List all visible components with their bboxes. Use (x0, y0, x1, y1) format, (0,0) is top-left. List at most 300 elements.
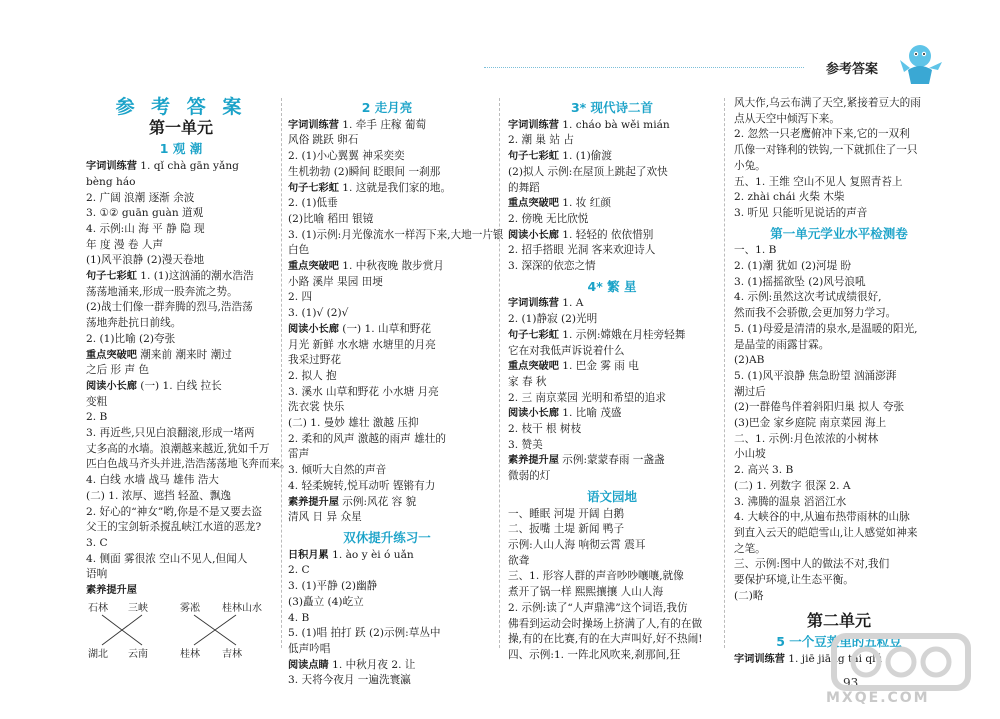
answer-text: 低声吟唱 (288, 642, 331, 655)
answer-line (734, 190, 944, 206)
match-top-item: 石林 (88, 602, 108, 614)
answer-text: 3. 溪水 山草和野花 小水塘 月亮 (288, 385, 439, 398)
question-label: 素养提升屋 (508, 455, 559, 467)
answer-line (734, 479, 944, 495)
answer-text: 1. 示例:嫦娥在月桂旁轻舞 (558, 328, 686, 341)
answer-line (734, 447, 944, 463)
answer-text: 3. (1)平静 (2)幽静 (288, 580, 378, 593)
answer-line (508, 118, 716, 134)
answer-line (288, 510, 486, 526)
answer-line (86, 300, 276, 316)
answer-line (508, 507, 716, 523)
answer-text: 小山坡 (734, 448, 766, 461)
answer-text: 3. 倾听大自然的声音 (288, 464, 387, 477)
answer-line (288, 563, 486, 579)
answer-text: 2. 枝干 根 树枝 (508, 423, 582, 436)
answer-text: 3. (1)示例:月光像流水一样泻下来,大地一片银 (288, 228, 504, 241)
answer-text: 2. (1)低垂 (288, 197, 338, 210)
answer-line (86, 567, 276, 583)
answer-line (86, 520, 276, 536)
answer-line (734, 557, 944, 573)
column-3 (508, 96, 716, 661)
answer-text: 2. 柔和的风声 激越的雨声 雄壮的 (288, 432, 446, 445)
answer-lines (508, 296, 716, 484)
answer-text: 2. 高兴 3. B (734, 464, 794, 477)
question-label: 重点突破吧 (508, 361, 559, 373)
answer-line (86, 536, 276, 552)
answer-text: 3. 赞美 (508, 438, 543, 451)
column-2 (288, 96, 504, 687)
answer-line (86, 222, 276, 238)
answer-text: 3. 听见 只能听见说话的声音 (734, 206, 868, 219)
answer-text: 三、示例:图中人的做法不对,我们 (734, 558, 890, 571)
column-1 (86, 96, 291, 660)
answer-text: 1. 这就是我们家的地。 (338, 181, 452, 194)
answer-lines (288, 118, 504, 526)
answer-text: 2. C (288, 564, 310, 577)
section-title: 双休提升练习一 (343, 529, 431, 545)
section-title: 4* 繁 星 (587, 278, 637, 294)
answer-lines (86, 159, 291, 599)
answer-line (86, 489, 276, 505)
question-label: 字词训练营 (86, 161, 137, 173)
answer-text: (2)战士们像一群奔腾的烈马,浩浩荡 (86, 301, 253, 314)
answer-text: 4. 示例:山 海 平 静 隐 现 (86, 222, 205, 235)
answer-lines (508, 507, 716, 664)
answer-line (86, 473, 276, 489)
answer-line (86, 159, 276, 175)
answer-text: 荡荡地涌来,形成一股奔流之势。 (86, 285, 238, 298)
answer-text: 1. ào y èi ó uǎn (328, 548, 414, 561)
answer-text: (3)矗立 (4)屹立 (288, 595, 364, 608)
question-label: 阅读小长廊 (508, 408, 559, 420)
answer-text: 是晶莹的雨露甘霖。 (734, 338, 830, 351)
answer-text: 煮开了锅一样 熙熙攘攘 人山人海 (508, 586, 664, 599)
match-top-item: 雾凇 (180, 602, 200, 614)
answer-line (86, 238, 276, 254)
answer-line (86, 175, 276, 191)
answer-line (288, 400, 486, 416)
answer-text: 2. 拟人 抱 (288, 369, 337, 382)
answer-line (288, 228, 504, 244)
answer-line (734, 353, 944, 369)
section-title: 1 观 潮 (159, 141, 203, 157)
answer-text: 2. (1)静寂 (2)光明 (508, 313, 598, 326)
answer-line (508, 344, 716, 360)
answer-line (86, 410, 276, 426)
answer-text: 1. A (558, 297, 584, 310)
answer-line (86, 269, 276, 285)
answer-text: 1. 妆 红颜 (558, 197, 611, 210)
answer-line (734, 400, 944, 416)
unit-title: 第一单元 (148, 117, 213, 137)
answer-line (734, 243, 944, 259)
answer-text: 到直入云天的皑皑雪山,让人感觉如神来 (734, 526, 918, 539)
answer-line (508, 632, 716, 648)
answer-line (86, 442, 276, 458)
page-number: 93 (843, 676, 859, 690)
answer-text: 3. (1)√ (2)√ (288, 307, 349, 320)
answer-text: 2. 三 南京菜园 光明和希望的追求 (508, 391, 666, 404)
match-top-item: 桂林山水 (222, 602, 262, 614)
answer-text: bèng háo (86, 175, 136, 188)
answer-line (734, 589, 944, 605)
answer-text: 2. (1)潮 犹如 (2)河堤 盼 (734, 260, 852, 273)
answer-text: 的舞蹈 (508, 181, 540, 194)
answer-text: 变粗 (86, 395, 108, 408)
answer-text: 雷声 (288, 448, 310, 461)
answer-line (734, 338, 944, 354)
answer-line (508, 569, 716, 585)
question-label: 句子七彩虹 (86, 271, 137, 283)
answer-text: 4. 侧面 雾很浓 空山不见人,但闻人 (86, 552, 248, 565)
answer-text: 2. 示例:读了“人声鼎沸”这个词语,我仿 (508, 601, 688, 614)
question-label: 日积月累 (288, 549, 329, 561)
answer-line (86, 363, 276, 379)
answer-line (734, 306, 944, 322)
section-title: 第一单元学业水平检测卷 (770, 225, 908, 241)
section-title: 5 一个豆荚里的五粒豆 (776, 634, 902, 650)
answer-text: 1. 巴金 雾 雨 电 (558, 360, 639, 373)
answer-line (734, 175, 944, 191)
answer-line (288, 133, 486, 149)
match-bottom-item: 云南 (128, 648, 148, 660)
question-label: 重点突破吧 (288, 261, 339, 273)
answer-text: 二、1. 示例:月色浓浓的小树林 (734, 432, 879, 445)
answer-text: 5. (1)风平浪静 焦急盼望 汹涌澎湃 (734, 369, 897, 382)
question-label: 字词训练营 (288, 119, 339, 131)
answer-text: 2. B (86, 411, 108, 424)
answer-text: 月光 新鲜 水水塘 水塘里的月亮 (288, 338, 436, 351)
answer-line (86, 348, 276, 364)
question-label: 素养提升屋 (288, 496, 339, 508)
answer-line (288, 306, 486, 322)
answer-line (508, 243, 716, 259)
answer-line (734, 573, 944, 589)
answer-text: 潮过后 (734, 385, 766, 398)
answer-text: (二)略 (734, 589, 764, 602)
matching-diagram (86, 601, 276, 663)
answer-line (734, 290, 944, 306)
answer-line (734, 416, 944, 432)
answer-lines (288, 548, 486, 689)
question-label: 重点突破吧 (86, 349, 137, 361)
match-top-item: 三峡 (128, 602, 148, 614)
question-label: 句子七彩虹 (508, 151, 559, 163)
answer-text: 一、1. B (734, 244, 777, 257)
answer-line (734, 159, 944, 175)
answer-line (508, 296, 716, 312)
answer-text: 1. qǐ chà gān yǎng (136, 160, 239, 173)
answer-line (288, 463, 486, 479)
main-title: 参 考 答 案 (115, 96, 247, 118)
match-bottom-item: 桂林 (180, 648, 200, 660)
answer-line (508, 617, 716, 633)
answer-line (86, 583, 276, 599)
answer-text: 洗衣裳 快乐 (288, 401, 345, 414)
answer-text: 清风 日 异 众星 (288, 511, 362, 524)
answer-line (288, 181, 486, 197)
answer-line (288, 259, 486, 275)
answer-text: 丈多高的水墙。浪潮越来越近,犹如千万 (86, 442, 270, 455)
answer-text: (二) 1. 曼妙 雄壮 激越 压抑 (288, 417, 419, 430)
answer-text: 3. 天将今夜月 一遍洗寰瀛 (288, 674, 411, 687)
answer-line (508, 181, 716, 197)
answer-line (86, 285, 276, 301)
question-label: 句子七彩虹 (288, 182, 339, 194)
answer-line (734, 432, 944, 448)
question-label: 句子七彩虹 (508, 329, 559, 341)
answer-line (734, 542, 944, 558)
answer-line (86, 253, 276, 269)
answer-text: 语响 (86, 568, 108, 581)
answer-text: 4. B (288, 611, 310, 624)
answer-line (734, 112, 944, 128)
answer-line (508, 149, 716, 165)
answer-line (288, 416, 486, 432)
answer-text: 年 度 漫 卷 人声 (86, 238, 164, 251)
answer-text: 3. (1)摇摇欲坠 (2)风号浪吼 (734, 275, 866, 288)
match-bottom-item: 吉林 (222, 648, 242, 660)
answer-text: 之笔。 (734, 542, 766, 555)
answer-text: 五、1. 王维 空山不见人 复照青苔上 (734, 175, 903, 188)
answer-text: 3. C (86, 536, 108, 549)
question-label: 重点突破吧 (508, 198, 559, 210)
answer-text: (2)拟人 示例:在屋顶上跳起了欢快 (508, 165, 668, 178)
answer-line (508, 133, 716, 149)
section-title: 语文园地 (586, 488, 637, 504)
answer-line (288, 243, 486, 259)
answer-text: 2. 潮 巢 站 占 (508, 134, 574, 147)
answer-line (86, 379, 276, 395)
answer-text: 1. jiē jiāng tái qiú (784, 652, 883, 665)
column-divider (724, 98, 725, 648)
column-4 (734, 96, 944, 665)
answer-line (508, 522, 716, 538)
answer-text: (二) 1. 浓厚、遮挡 轻盈、飘逸 (86, 489, 232, 502)
answer-text: 潮来前 潮来时 潮过 (136, 348, 232, 361)
answer-line (508, 391, 716, 407)
answer-text: 一、睡眠 河堤 开阔 白鹅 (508, 507, 625, 520)
answer-line (288, 212, 486, 228)
answer-line (508, 196, 716, 212)
answer-text: 1. 轻轻的 依依惜别 (558, 228, 654, 241)
answer-text: 风大作,乌云布满了天空,紧接着豆大的雨 (734, 97, 921, 109)
answer-line (288, 642, 486, 658)
column-divider (499, 98, 500, 648)
answer-text: 1. (1)偷渡 (558, 150, 612, 163)
answer-line (288, 595, 486, 611)
answer-line (508, 538, 716, 554)
answer-line (288, 548, 486, 564)
answer-text: 2. 好心的“神女”哟,你是不是又要去盗 (86, 505, 262, 518)
section-title: 2 走月亮 (361, 100, 413, 115)
answer-line (86, 457, 291, 473)
answer-text: 4. 轻柔婉转,悦耳动听 铿锵有力 (288, 479, 436, 492)
answer-line (288, 432, 486, 448)
answer-text: (3)巴金 家乡庭院 南京菜园 海上 (734, 417, 887, 430)
question-label: 阅读小长廊 (86, 380, 137, 392)
answer-line (734, 143, 944, 159)
answer-text: 小兔。 (734, 159, 766, 172)
answer-text: 3. ①② guān guàn 道观 (86, 207, 204, 220)
answer-text: 它在对我低声诉说着什么 (508, 344, 625, 357)
answer-line (508, 259, 716, 275)
answer-line (508, 648, 716, 664)
answer-line (86, 191, 276, 207)
answer-line (288, 118, 486, 134)
answer-text: 2. 傍晚 无比欣悦 (508, 212, 589, 225)
answer-text: 2. 广阔 浪潮 逐渐 余波 (86, 191, 195, 204)
answer-text: 5. (1)母爱是清清的泉水,是温暖的阳光, (734, 322, 918, 335)
answer-line (734, 206, 944, 222)
answer-text: 4. 示例:虽然这次考试成绩很好, (734, 291, 882, 304)
answer-text: 白色 (288, 244, 310, 257)
answer-line (86, 552, 276, 568)
answer-text: 4. 白线 水墙 战马 雄伟 浩大 (86, 474, 219, 487)
question-label: 素养提升屋 (86, 585, 137, 597)
answer-text: 2. 招手搭眼 光洞 客来欢迎诗人 (508, 244, 656, 257)
answer-text: 欲聋 (508, 554, 530, 567)
answer-line (734, 463, 944, 479)
answer-line (86, 316, 276, 332)
match-bottom-item: 湖北 (88, 648, 108, 660)
answer-line (508, 469, 716, 485)
answer-line (288, 196, 486, 212)
answer-line (508, 585, 716, 601)
answer-text: 三、1. 形容人群的声音吵吵嚷嚷,就像 (508, 570, 684, 583)
answer-text: 二、扳嘴 土堤 新闻 鸭子 (508, 523, 625, 536)
answer-text: 示例:风花 容 貌 (338, 495, 417, 508)
question-label: 阅读小长廊 (508, 229, 559, 241)
answer-line (288, 495, 486, 511)
section-title: 3* 现代诗二首 (570, 100, 654, 115)
answer-text: 1. (1)这汹涌的潮水浩浩 (136, 270, 254, 283)
answer-line (288, 369, 486, 385)
answer-line (86, 332, 276, 348)
answer-text: 微弱的灯 (508, 470, 551, 483)
answer-line (508, 212, 716, 228)
answer-line (508, 328, 716, 344)
answer-text: (二) 1. 列数字 很深 2. A (734, 479, 851, 492)
answer-text: 家 春 秋 (508, 375, 547, 388)
answer-line (508, 406, 716, 422)
answer-text: 2. 四 (288, 291, 313, 304)
answer-line (288, 447, 486, 463)
answer-text: 然而我不会骄傲,会更加努力学习。 (734, 307, 897, 320)
answer-text: 3. 沸腾的温泉 滔滔江水 (734, 495, 847, 508)
answer-text: (1)风平浪静 (2)漫天卷地 (86, 254, 205, 267)
answer-text: 匹白色战马齐头并进,浩浩荡荡地飞奔而来。 (86, 458, 291, 471)
answer-text: 之后 形 声 色 (86, 364, 150, 377)
answer-text: (一) 1. 山草和野花 (338, 322, 431, 335)
answer-line (288, 353, 486, 369)
question-label: 字词训练营 (508, 119, 559, 131)
header-title: 参考答案 (826, 62, 879, 77)
answer-line (508, 228, 716, 244)
answer-text: 生机勃勃 (2)瞬间 眨眼间 一刹那 (288, 165, 441, 178)
answer-text: 2. (1)比喻 (2)夸张 (86, 332, 176, 345)
answer-text: 点从天空中倾泻下来。 (734, 112, 840, 125)
answer-text: (2)一群倦鸟伴着斜阳归巢 拟人 夸张 (734, 401, 905, 414)
answer-text: 3. 再近些,只见白浪翻滚,形成一堵两 (86, 427, 255, 440)
unit-title: 第二单元 (806, 610, 871, 630)
answer-text: 5. (1)唱 拍打 跃 (2)示例:草丛中 (288, 627, 441, 640)
answer-line (734, 322, 944, 338)
answer-text: 1. 中秋夜晚 散步赏月 (338, 260, 444, 273)
answer-line (86, 206, 276, 222)
answer-text: 风俗 跳跃 卵石 (288, 134, 359, 147)
answer-text: 操,有的在比赛,有的在大声叫好,好不热闹! (508, 633, 703, 646)
answer-line (508, 422, 716, 438)
answer-text: 1. 比喻 茂盛 (558, 407, 622, 420)
mascot-icon (896, 40, 946, 88)
question-label: 字词训练营 (508, 298, 559, 310)
answer-text: 2. zhài chái 火柴 木柴 (734, 191, 845, 204)
answer-line (288, 275, 486, 291)
question-label: 阅读小长廊 (288, 323, 339, 335)
answer-text: 4. 大峡谷的中,从遍布热带雨林的山脉 (734, 511, 910, 524)
answer-text: 父王的宝剑斩杀搅乱峡江水道的恶龙? (86, 521, 262, 534)
answer-lines (508, 118, 716, 275)
answer-line (288, 479, 486, 495)
answer-lines (734, 243, 944, 604)
answer-text: (2)比喻 稻田 银镜 (288, 212, 374, 225)
answer-text: 佛看到运动会时操场上挤满了人,有的在做 (508, 617, 703, 630)
answer-line (288, 579, 486, 595)
answer-line (508, 165, 716, 181)
answer-line (734, 275, 944, 291)
question-label: 阅读点睛 (288, 659, 329, 671)
answer-line (734, 510, 944, 526)
answer-lines (734, 96, 944, 222)
answer-line (508, 359, 716, 375)
answer-text: 示例:人山人海 响彻云霄 震耳 (508, 538, 646, 551)
answer-text: 2. 忽然一只老鹰俯冲下来,它的一双利 (734, 128, 910, 141)
answer-text: 示例:蒙蒙春雨 一盏盏 (558, 454, 665, 467)
answer-line (288, 658, 486, 674)
answer-line (508, 312, 716, 328)
answer-text: 四、示例:1. 一阵北风吹来,刹那间,狂 (508, 648, 681, 661)
answer-line (508, 453, 716, 469)
answer-text: 2. (1)小心翼翼 神采奕奕 (288, 150, 405, 163)
answer-line (288, 338, 486, 354)
watermark-text: MXQE.COM (826, 690, 930, 706)
answer-text: 1. cháo bà wěi mián (558, 118, 670, 131)
answer-line (288, 165, 486, 181)
answer-line (508, 554, 716, 570)
answer-text: 荡地奔赴抗日前线。 (86, 317, 182, 330)
answer-line (508, 601, 716, 617)
answer-line (508, 438, 716, 454)
question-label: 字词训练营 (734, 653, 785, 665)
answer-text: 小路 溪岸 果园 田埂 (288, 275, 383, 288)
answer-line (734, 385, 944, 401)
answer-text: 爪像一对锋利的铁钩,一下就抓住了一只 (734, 144, 918, 157)
answer-text: (2)AB (734, 354, 765, 367)
answer-line (288, 673, 486, 689)
answer-line (734, 526, 944, 542)
answer-line (86, 395, 276, 411)
answer-line (86, 505, 276, 521)
answer-line (288, 626, 486, 642)
answer-text: 1. 牵手 庄稼 葡萄 (338, 118, 427, 131)
answer-line (734, 259, 944, 275)
answer-text: (一) 1. 白线 拉长 (136, 379, 222, 392)
answer-line (734, 495, 944, 511)
answer-line (734, 127, 944, 143)
column-divider (281, 98, 282, 648)
